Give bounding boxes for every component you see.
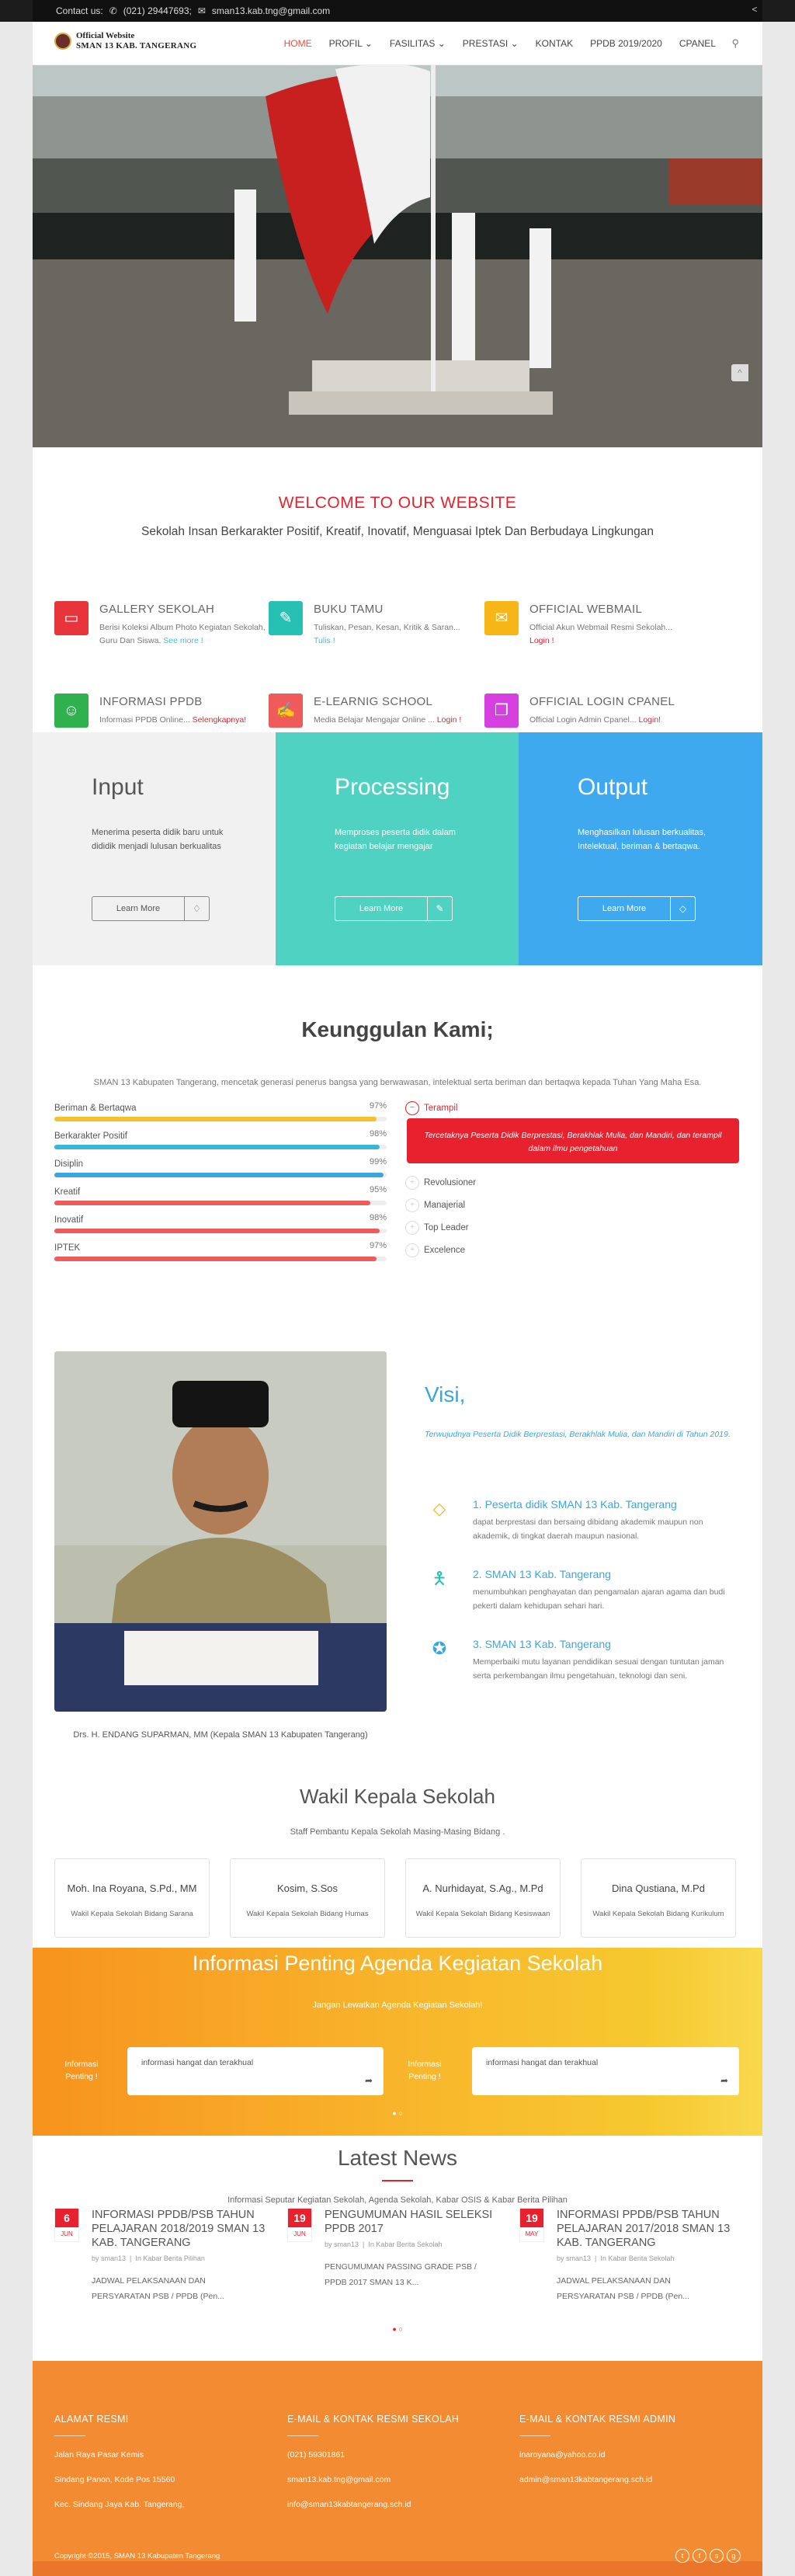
nav-kontak[interactable]: KONTAK xyxy=(535,38,574,49)
agenda-item[interactable] xyxy=(472,2047,739,2095)
post-category[interactable]: In Kabar Berita Pilihan xyxy=(135,2254,205,2262)
post-day: 19 xyxy=(288,2209,311,2227)
feature-desc xyxy=(314,621,484,648)
learn-more-button[interactable] xyxy=(335,896,453,921)
brand-line-2[interactable]: SMAN 13 KAB. TANGERANG xyxy=(76,41,197,50)
accordion-item[interactable] xyxy=(405,1198,465,1212)
top-bar xyxy=(0,0,795,22)
skill-fill xyxy=(54,1173,384,1177)
post-excerpt: JADWAL PELAKSANAAN DAN PERSYARATAN PSB / PPDB (Pen... xyxy=(92,2276,224,2301)
post-day: 6 xyxy=(55,2209,78,2227)
footer xyxy=(33,2361,762,2561)
footer-line[interactable]: info@sman13kabtangerang.sch.id xyxy=(287,2500,411,2509)
agenda-section xyxy=(33,1948,762,2136)
feature-link[interactable]: Login! xyxy=(638,715,661,725)
contact-label: Contact us: xyxy=(56,5,103,16)
footer-line: Kec. Sindang Jaya Kab. Tangerang, xyxy=(54,2500,185,2509)
feature-desc xyxy=(99,621,270,648)
panel-input xyxy=(33,732,276,965)
skill-track xyxy=(54,1145,387,1149)
accordion-content: Tercetaknya Peserta Didik Berprestasi, Berakhlak Mulia, dan Mandiri, dan terampil dalam ilmu pengetahuan xyxy=(407,1118,739,1163)
skill-fill xyxy=(54,1145,380,1149)
mail-icon: ✉ xyxy=(484,601,519,635)
feature-desc-text: Official Login Admin Cpanel... xyxy=(529,715,637,725)
footer-line: (021) 59301861 xyxy=(287,2450,345,2460)
share-arrow-icon: ➦ xyxy=(364,2075,373,2086)
staff-name: Kosim, S.Sos xyxy=(276,1882,338,1894)
person-icon: 🯅 xyxy=(432,1569,447,1588)
misi-text: menumbuhkan penghayatan dan pengamalan ajaran agama dan budi pekerti dalam kehidupan sehari hari. xyxy=(473,1587,725,1611)
accordion-item[interactable] xyxy=(405,1243,465,1257)
skill-track xyxy=(54,1201,387,1205)
skill-fill xyxy=(54,1201,370,1205)
agenda-title: Informasi Penting Agenda Kegiatan Sekolah xyxy=(192,1952,603,1975)
share-arrow-icon: ➦ xyxy=(720,2075,728,2086)
nav-cpanel[interactable]: CPANEL xyxy=(679,38,716,49)
feature-desc-text: Tuliskan, Pesan, Kesan, Kritik & Saran... xyxy=(314,623,460,632)
staff-card[interactable] xyxy=(581,1858,736,1938)
skill-label: Beriman & Bertaqwa xyxy=(54,1104,137,1113)
page-container xyxy=(33,22,762,2576)
misi-text: Memperbaiki mutu layanan pendidikan sesuai dengan tuntutan jaman serta perkembangan ilmu pengetahuan, teknologi dan seni. xyxy=(473,1657,724,1681)
accordion-title: Excelence xyxy=(424,1246,466,1256)
scroll-side-tab[interactable]: ^ xyxy=(731,364,748,381)
skill-bar xyxy=(54,1129,387,1141)
post-date xyxy=(519,2208,544,2242)
staff-card[interactable] xyxy=(54,1858,210,1938)
post-author[interactable]: sman13 xyxy=(566,2254,592,2262)
feature-title: OFFICIAL LOGIN CPANEL xyxy=(529,695,675,708)
feature-link[interactable]: Tulis ! xyxy=(314,636,335,645)
school-logo[interactable] xyxy=(54,33,71,50)
footer-line[interactable]: inaroyana@yahoo.co.id xyxy=(519,2450,606,2460)
share-icon[interactable]: < xyxy=(752,4,758,15)
panel-title: Output xyxy=(578,774,648,800)
misi-title: 2. SMAN 13 Kab. Tangerang xyxy=(473,1568,611,1580)
post-title[interactable]: INFORMASI PPDB/PSB TAHUN PELAJARAN 2018/2019 SMAN 13 KAB. TANGERANG xyxy=(92,2209,266,2249)
panel-output xyxy=(519,732,762,965)
welcome-subtitle: Sekolah Insan Berkarakter Positif, Kreatif, Inovatif, Menguasai Iptek Dan Berbudaya Lingkungan xyxy=(141,525,654,538)
copyright-bar xyxy=(33,2552,762,2576)
skill-track xyxy=(54,1229,387,1233)
feature-desc xyxy=(314,714,484,727)
footer-line[interactable]: sman13.kab.tng@gmail.com xyxy=(287,2475,391,2484)
staff-role: Wakil Kepala Sekolah Bidang Humas xyxy=(246,1910,369,1918)
nav-home[interactable]: HOME xyxy=(283,38,312,49)
window-icon: ❐ xyxy=(484,694,519,728)
nav-prestasi-label: PRESTASI xyxy=(462,38,509,49)
accordion-item[interactable] xyxy=(405,1221,469,1235)
accordion-title: Top Leader xyxy=(424,1223,469,1233)
button-label: Learn More xyxy=(116,904,161,913)
feature-desc-text: Media Belajar Mengajar Online ... xyxy=(314,715,435,725)
feature-link[interactable]: Login ! xyxy=(529,636,554,645)
lightbulb-icon: ♢ xyxy=(184,897,209,920)
skill-track xyxy=(54,1117,387,1121)
feature-link[interactable]: Selengkapnya! xyxy=(192,715,247,725)
principal-caption: Drs. H. ENDANG SUPARMAN, MM (Kepala SMAN 13 Kabupaten Tangerang) xyxy=(73,1730,368,1740)
nav-ppdb[interactable]: PPDB 2019/2020 xyxy=(590,38,662,49)
contact-phone: (021) 29447693; xyxy=(123,5,192,16)
monitor-icon: ▭ xyxy=(54,601,89,635)
skill-bar xyxy=(54,1157,387,1169)
mail-icon: ✉ xyxy=(197,5,206,16)
skill-percent: 97% xyxy=(369,1241,387,1250)
diamond-icon: ◇ xyxy=(670,897,695,920)
pencil-icon: ✎ xyxy=(269,601,303,635)
staff-name: Moh. Ina Royana, S.Pd., MM xyxy=(67,1882,197,1894)
plus-icon: + xyxy=(405,1176,419,1190)
footer-line: Jalan Raya Pasar Kemis xyxy=(54,2450,144,2460)
footer-admin-contact xyxy=(519,2414,721,2486)
post-day: 19 xyxy=(520,2209,543,2227)
welcome-section xyxy=(33,494,762,539)
agenda-text: informasi hangat dan terakhual xyxy=(486,2058,599,2067)
post-date xyxy=(54,2208,79,2242)
user-circle-icon: ☺ xyxy=(54,694,89,728)
wakil-section xyxy=(33,1785,762,1837)
visi-section xyxy=(425,1382,735,1441)
contact-email[interactable]: sman13.kab.tng@gmail.com xyxy=(211,5,331,16)
post-excerpt: JADWAL PELAKSANAAN DAN PERSYARATAN PSB / PPDB (Pen... xyxy=(557,2276,689,2301)
skill-percent: 97% xyxy=(369,1101,387,1111)
main-nav xyxy=(267,22,739,65)
skill-track xyxy=(54,1173,387,1177)
skill-label: Disiplin xyxy=(54,1159,84,1169)
process-panels xyxy=(33,732,762,965)
skill-percent: 98% xyxy=(369,1213,387,1222)
search-icon[interactable]: ⚲ xyxy=(731,37,739,49)
news-section xyxy=(33,2146,762,2205)
post-month: JUN xyxy=(61,2230,73,2237)
nav-prestasi[interactable] xyxy=(463,38,519,49)
button-label: Learn More xyxy=(602,904,647,913)
skill-label: IPTEK xyxy=(54,1243,81,1253)
hero-banner-image xyxy=(33,65,762,447)
post-month: MAY xyxy=(525,2230,539,2237)
principal-portrait xyxy=(54,1351,387,1712)
staff-role: Wakil Kepala Sekolah Bidang Kesiswaan xyxy=(415,1910,550,1918)
nav-fasilitas-label: FASILITAS xyxy=(389,38,436,49)
feature-link[interactable]: See more ! xyxy=(163,636,203,645)
post-month: JUN xyxy=(293,2230,306,2237)
feature-title: OFFICIAL WEBMAIL xyxy=(529,603,643,616)
panel-desc: Menghasilkan lulusan berkualitas, Intelektual, beriman & bertaqwa. xyxy=(578,828,706,851)
footer-address xyxy=(54,2414,256,2511)
footer-school-contact xyxy=(287,2414,489,2511)
diamond-icon: ◇ xyxy=(432,1499,446,1518)
plus-icon: + xyxy=(405,1243,419,1257)
feature-desc xyxy=(529,714,700,727)
chevron-down-icon: ⌄ xyxy=(437,38,446,49)
feature-desc-text: Informasi PPDB Online... xyxy=(99,715,190,725)
news-subtitle: Informasi Seputar Kegiatan Sekolah, Agenda Sekolah, Kabar OSIS & Kabar Berita Pilihan xyxy=(227,2195,568,2205)
post-date xyxy=(287,2208,312,2242)
top-bar-inner xyxy=(33,0,762,22)
staff-card[interactable] xyxy=(405,1858,561,1938)
skill-label: Berkarakter Positif xyxy=(54,1132,127,1141)
accordion-title: Terampil xyxy=(424,1104,458,1114)
misi-text: dapat berprestasi dan bersaing dibidang akademik maupun non akademik, di tingkat daerah maupun nasional. xyxy=(473,1517,703,1541)
header xyxy=(33,22,762,65)
news-carousel-dots[interactable]: ● ○ xyxy=(392,2325,403,2333)
staff-role: Wakil Kepala Sekolah Bidang Sarana xyxy=(71,1910,193,1918)
misi-title: 1. Peserta didik SMAN 13 Kab. Tangerang xyxy=(473,1498,677,1510)
panel-desc: Menerima peserta didik baru untuk dididik menjadi lulusan berkualitas xyxy=(92,828,224,851)
edit-icon: ✎ xyxy=(427,897,452,920)
agenda-tag: Informasi Penting ! xyxy=(64,2060,99,2081)
panel-title: Input xyxy=(92,774,144,800)
chevron-down-icon: ⌄ xyxy=(364,38,373,49)
edit-icon: ✍ xyxy=(269,694,303,728)
copyright-text: Copyright ©2015, SMAN 13 Kabupaten Tangerang xyxy=(54,2552,220,2560)
misi-title: 3. SMAN 13 Kab. Tangerang xyxy=(473,1638,611,1650)
skill-percent: 98% xyxy=(369,1129,387,1139)
learn-more-button[interactable] xyxy=(92,896,210,921)
feature-title: INFORMASI PPDB xyxy=(99,695,203,708)
footer-divider xyxy=(287,2435,318,2436)
wakil-subtitle: Staff Pembantu Kepala Sekolah Masing-Masing Bidang . xyxy=(290,1827,505,1837)
skill-fill xyxy=(54,1117,377,1121)
agenda-tag: Informasi Penting ! xyxy=(408,2060,442,2081)
skill-bar xyxy=(54,1241,387,1253)
footer-line[interactable]: admin@sman13kabtangerang.sch.id xyxy=(519,2475,653,2484)
post-author[interactable]: sman13 xyxy=(334,2241,359,2248)
visi-text: Terwujudnya Peserta Didik Berprestasi, Berakhlak Mulia, dan Mandiri di Tahun 2019. xyxy=(425,1430,731,1439)
agenda-text: informasi hangat dan terakhual xyxy=(141,2058,254,2067)
staff-name: Dina Qustiana, M.Pd xyxy=(612,1882,705,1894)
agenda-item[interactable] xyxy=(127,2047,384,2095)
post-author[interactable]: sman13 xyxy=(101,2254,127,2262)
skill-fill xyxy=(54,1257,377,1261)
plus-icon: + xyxy=(405,1198,419,1212)
feature-desc xyxy=(529,621,700,648)
feature-title: E-LEARNIG SCHOOL xyxy=(314,695,433,708)
keunggulan-section xyxy=(33,1017,762,1087)
accordion-item[interactable] xyxy=(405,1176,476,1190)
learn-more-button[interactable] xyxy=(578,896,696,921)
nav-fasilitas[interactable] xyxy=(390,38,446,49)
twitter-icon[interactable]: t xyxy=(675,2549,689,2563)
google-plus-icon[interactable]: g xyxy=(727,2549,741,2563)
post-category[interactable]: In Kabar Berita Sekolah xyxy=(368,2241,443,2248)
post-meta: by sman13 | In Kabar Berita Sekolah xyxy=(325,2241,443,2248)
news-title: Latest News xyxy=(337,2146,458,2170)
skill-label: Inovatif xyxy=(54,1215,84,1225)
panel-desc: Memproses peserta didik dalam kegiatan belajar mengajar xyxy=(335,828,456,851)
skill-bar xyxy=(54,1185,387,1197)
title-underline xyxy=(382,2180,413,2181)
skype-icon[interactable]: s xyxy=(710,2549,724,2563)
button-label: Learn More xyxy=(359,904,404,913)
accordion-item-open[interactable] xyxy=(405,1101,457,1115)
footer-divider xyxy=(519,2435,550,2436)
agenda-subtitle: Jangan Lewatkan Agenda Kegiatan Sekolah! xyxy=(312,2001,483,2010)
keunggulan-subtitle: SMAN 13 Kabupaten Tangerang, mencetak generasi penerus bangsa yang berwawasan, intelektual serta beriman dan bertaqwa kepada Tuhan Yang Maha Esa. xyxy=(93,1078,702,1087)
footer-divider xyxy=(54,2435,85,2436)
skill-percent: 95% xyxy=(369,1185,387,1194)
skill-label: Kreatif xyxy=(54,1187,81,1197)
plus-icon: + xyxy=(405,1221,419,1235)
post-category[interactable]: In Kabar Berita Sekolah xyxy=(600,2254,675,2262)
footer-col-title: E-MAIL & KONTAK RESMI ADMIN xyxy=(519,2414,676,2425)
footer-col-title: E-MAIL & KONTAK RESMI SEKOLAH xyxy=(287,2414,460,2425)
flag-ceremony-photo xyxy=(33,65,762,447)
medal-icon: ✪ xyxy=(432,1639,447,1658)
feature-link[interactable]: Login ! xyxy=(436,715,462,725)
staff-name: A. Nurhidayat, S.Ag., M.Pd xyxy=(422,1882,543,1894)
skill-bar xyxy=(54,1213,387,1225)
panel-title: Processing xyxy=(335,774,450,800)
staff-card[interactable] xyxy=(230,1858,385,1938)
principal-photo xyxy=(54,1351,387,1712)
post-title[interactable]: PENGUMUMAN HASIL SELEKSI PPDB 2017 xyxy=(325,2209,493,2235)
post-meta: by sman13 | In Kabar Berita Pilihan xyxy=(92,2254,205,2262)
feature-desc xyxy=(99,714,270,727)
feature-desc-text: Official Akun Webmail Resmi Sekolah... xyxy=(529,623,673,632)
footer-line: Sindang Panon, Kode Pos 15560 xyxy=(54,2475,175,2484)
post-meta: by sman13 | In Kabar Berita Sekolah xyxy=(557,2254,675,2262)
staff-role: Wakil Kepala Sekolah Bidang Kurikulum xyxy=(592,1910,724,1918)
feature-desc-text: Berisi Koleksi Album Photo Kegiatan Sekolah, Guru Dan Siswa. xyxy=(99,623,266,645)
footer-col-title: ALAMAT RESMI xyxy=(54,2414,129,2425)
welcome-title: WELCOME TO OUR WEBSITE xyxy=(278,494,517,512)
chevron-down-icon: ⌄ xyxy=(510,38,519,49)
phone-icon: ✆ xyxy=(109,5,117,16)
skill-fill xyxy=(54,1229,380,1233)
post-title[interactable]: INFORMASI PPDB/PSB TAHUN PELAJARAN 2017/2018 SMAN 13 KAB. TANGERANG xyxy=(557,2209,731,2249)
skill-bar xyxy=(54,1101,387,1113)
accordion-title: Manajerial xyxy=(424,1201,466,1211)
visi-title: Visi, xyxy=(425,1382,466,1406)
nav-profil[interactable] xyxy=(329,38,373,49)
facebook-icon[interactable]: f xyxy=(693,2549,706,2563)
panel-processing xyxy=(276,732,519,965)
accordion-title: Revolusioner xyxy=(424,1178,477,1188)
brand-line-1[interactable]: Official Website xyxy=(76,31,135,40)
nav-profil-label: PROFIL xyxy=(328,38,363,49)
skill-percent: 99% xyxy=(369,1157,387,1166)
social-links xyxy=(672,2549,741,2563)
wakil-title: Wakil Kepala Sekolah xyxy=(300,1785,495,1808)
feature-title: BUKU TAMU xyxy=(314,603,384,616)
minus-icon: − xyxy=(405,1101,419,1115)
feature-title: GALLERY SEKOLAH xyxy=(99,603,215,616)
post-excerpt: PENGUMUMAN PASSING GRADE PSB / PPDB 2017 SMAN 13 K... xyxy=(325,2262,477,2287)
carousel-dots[interactable]: ● ○ xyxy=(392,2109,403,2117)
keunggulan-title: Keunggulan Kami; xyxy=(301,1017,494,1041)
skill-track xyxy=(54,1257,387,1261)
